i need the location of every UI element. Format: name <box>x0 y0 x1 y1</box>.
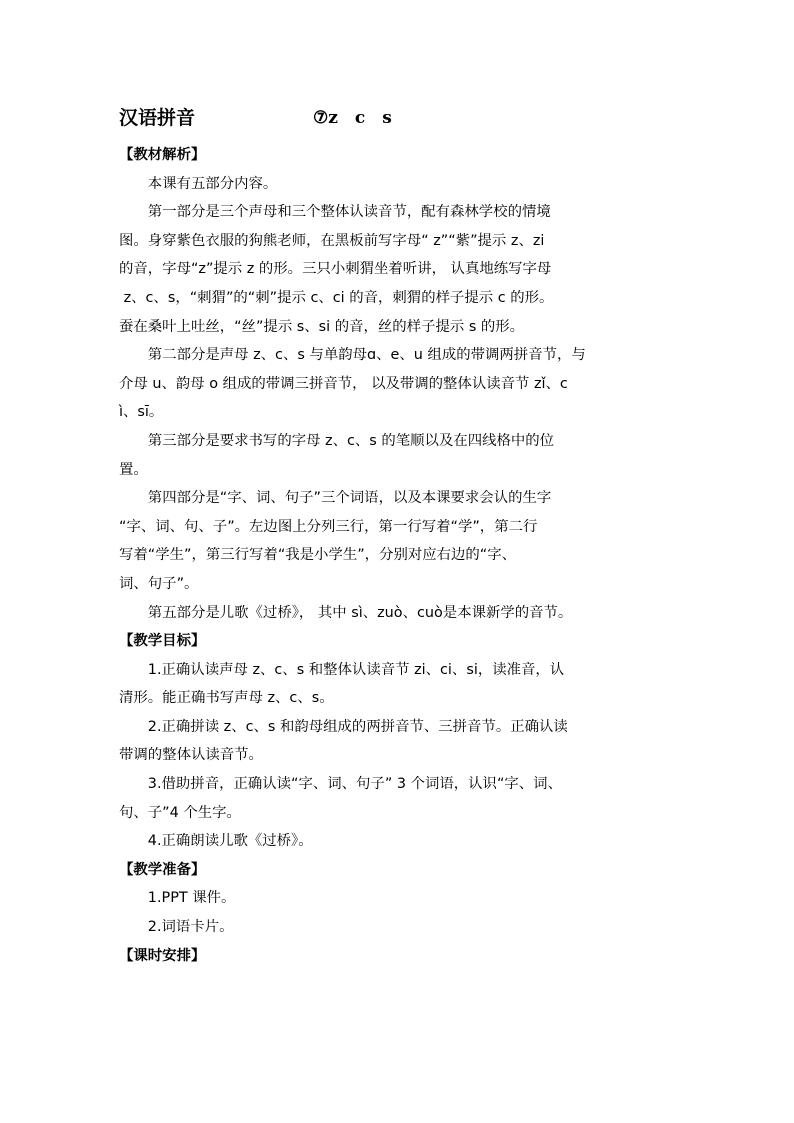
analysis-part1-line: 第一部分是三个声母和三个整体认读音节，配有森林学校的情境 <box>147 204 551 221</box>
analysis-part2-line: 第二部分是声母 z、c、s 与单韵母ɑ、e、u 组成的带调两拼音节，与 <box>147 347 586 364</box>
lesson-title-letters: ⑦z c s <box>313 108 392 128</box>
goal-item-line: 句、子”4 个生字。 <box>119 804 241 821</box>
goal-item-line: 清形。能正确书写声母 z、c、s。 <box>119 690 334 707</box>
analysis-part4-line: 词、句子”。 <box>119 575 199 592</box>
analysis-part4 <box>119 484 679 598</box>
analysis-part1-line: 蚕在桑叶上吐丝，“丝”提示 s、si 的音，丝的样子提示 s 的形。 <box>119 318 525 335</box>
analysis-part3-line: 置。 <box>119 461 148 478</box>
goal-item-line: 2.正确拼读 z、c、s 和韵母组成的两拼音节、三拼音节。正确认读 <box>147 718 568 735</box>
analysis-part2-line: ì、sī。 <box>119 404 164 421</box>
heading-goals: 【教学目标】 <box>119 633 206 650</box>
lesson-title <box>119 103 679 133</box>
analysis-part2 <box>119 341 679 427</box>
heading-schedule: 【课时安排】 <box>119 947 206 964</box>
analysis-part4-line: 第四部分是“字、词、句子”三个词语，以及本课要求会认的生字 <box>147 490 552 507</box>
analysis-part1 <box>119 198 679 341</box>
analysis-part4-line: 写着“学生”，第三行写着“我是小学生”，分别对应右边的“字、 <box>119 547 517 564</box>
analysis-part3-line: 第三部分是要求书写的字母 z、c、s 的笔顺以及在四线格中的位 <box>147 432 555 449</box>
goal-item <box>119 770 679 827</box>
goal-item <box>119 713 679 770</box>
analysis-part1-line: z、c、s，“刺猬”的“刺”提示 c、ci 的音，刺猬的样子提示 c 的形。 <box>119 289 554 306</box>
goal-item <box>119 656 679 713</box>
goal-item-line: 3.借助拼音，正确认读“字、词、句子” 3 个词语，认识“字、词、 <box>147 776 562 793</box>
goal-item-line: 带调的整体认读音节。 <box>119 747 263 764</box>
heading-analysis: 【教材解析】 <box>119 147 206 163</box>
analysis-intro: 本课有五部分内容。 <box>147 175 278 192</box>
analysis-part5 <box>119 599 679 628</box>
lesson-title-main: 汉语拼音 <box>119 107 196 129</box>
goal-item-line: 1.正确认读声母 z、c、s 和整体认读音节 zi、ci、si，读准音，认 <box>147 661 565 678</box>
analysis-part1-line: 的音，字母“z”提示 z 的形。三只小刺猬坐着听讲， 认真地练写字母 <box>119 261 552 278</box>
analysis-part3 <box>119 427 679 484</box>
analysis-part5-line: 第五部分是儿歌《过桥》， 其中 sì、zuò、cuò是本课新学的音节。 <box>147 604 573 621</box>
goal-item <box>119 827 679 856</box>
document-body <box>119 141 679 970</box>
analysis-part4-line: “字、词、句、子”。左边图上分列三行，第一行写着“学”，第二行 <box>119 518 538 535</box>
prep-item: 2.词语卡片。 <box>147 919 234 936</box>
analysis-part2-line: 介母 u、韵母 o 组成的带调三拼音节， 以及带调的整体认读音节 zǐ、c <box>119 375 568 392</box>
goal-item-line: 4.正确朗读儿歌《过桥》。 <box>147 833 313 850</box>
analysis-part1-line: 图。身穿紫色衣服的狗熊老师，在黑板前写字母“ z”“紫”提示 z、zi <box>119 232 545 249</box>
prep-item: 1.PPT 课件。 <box>147 890 236 907</box>
heading-prep: 【教学准备】 <box>119 861 206 878</box>
